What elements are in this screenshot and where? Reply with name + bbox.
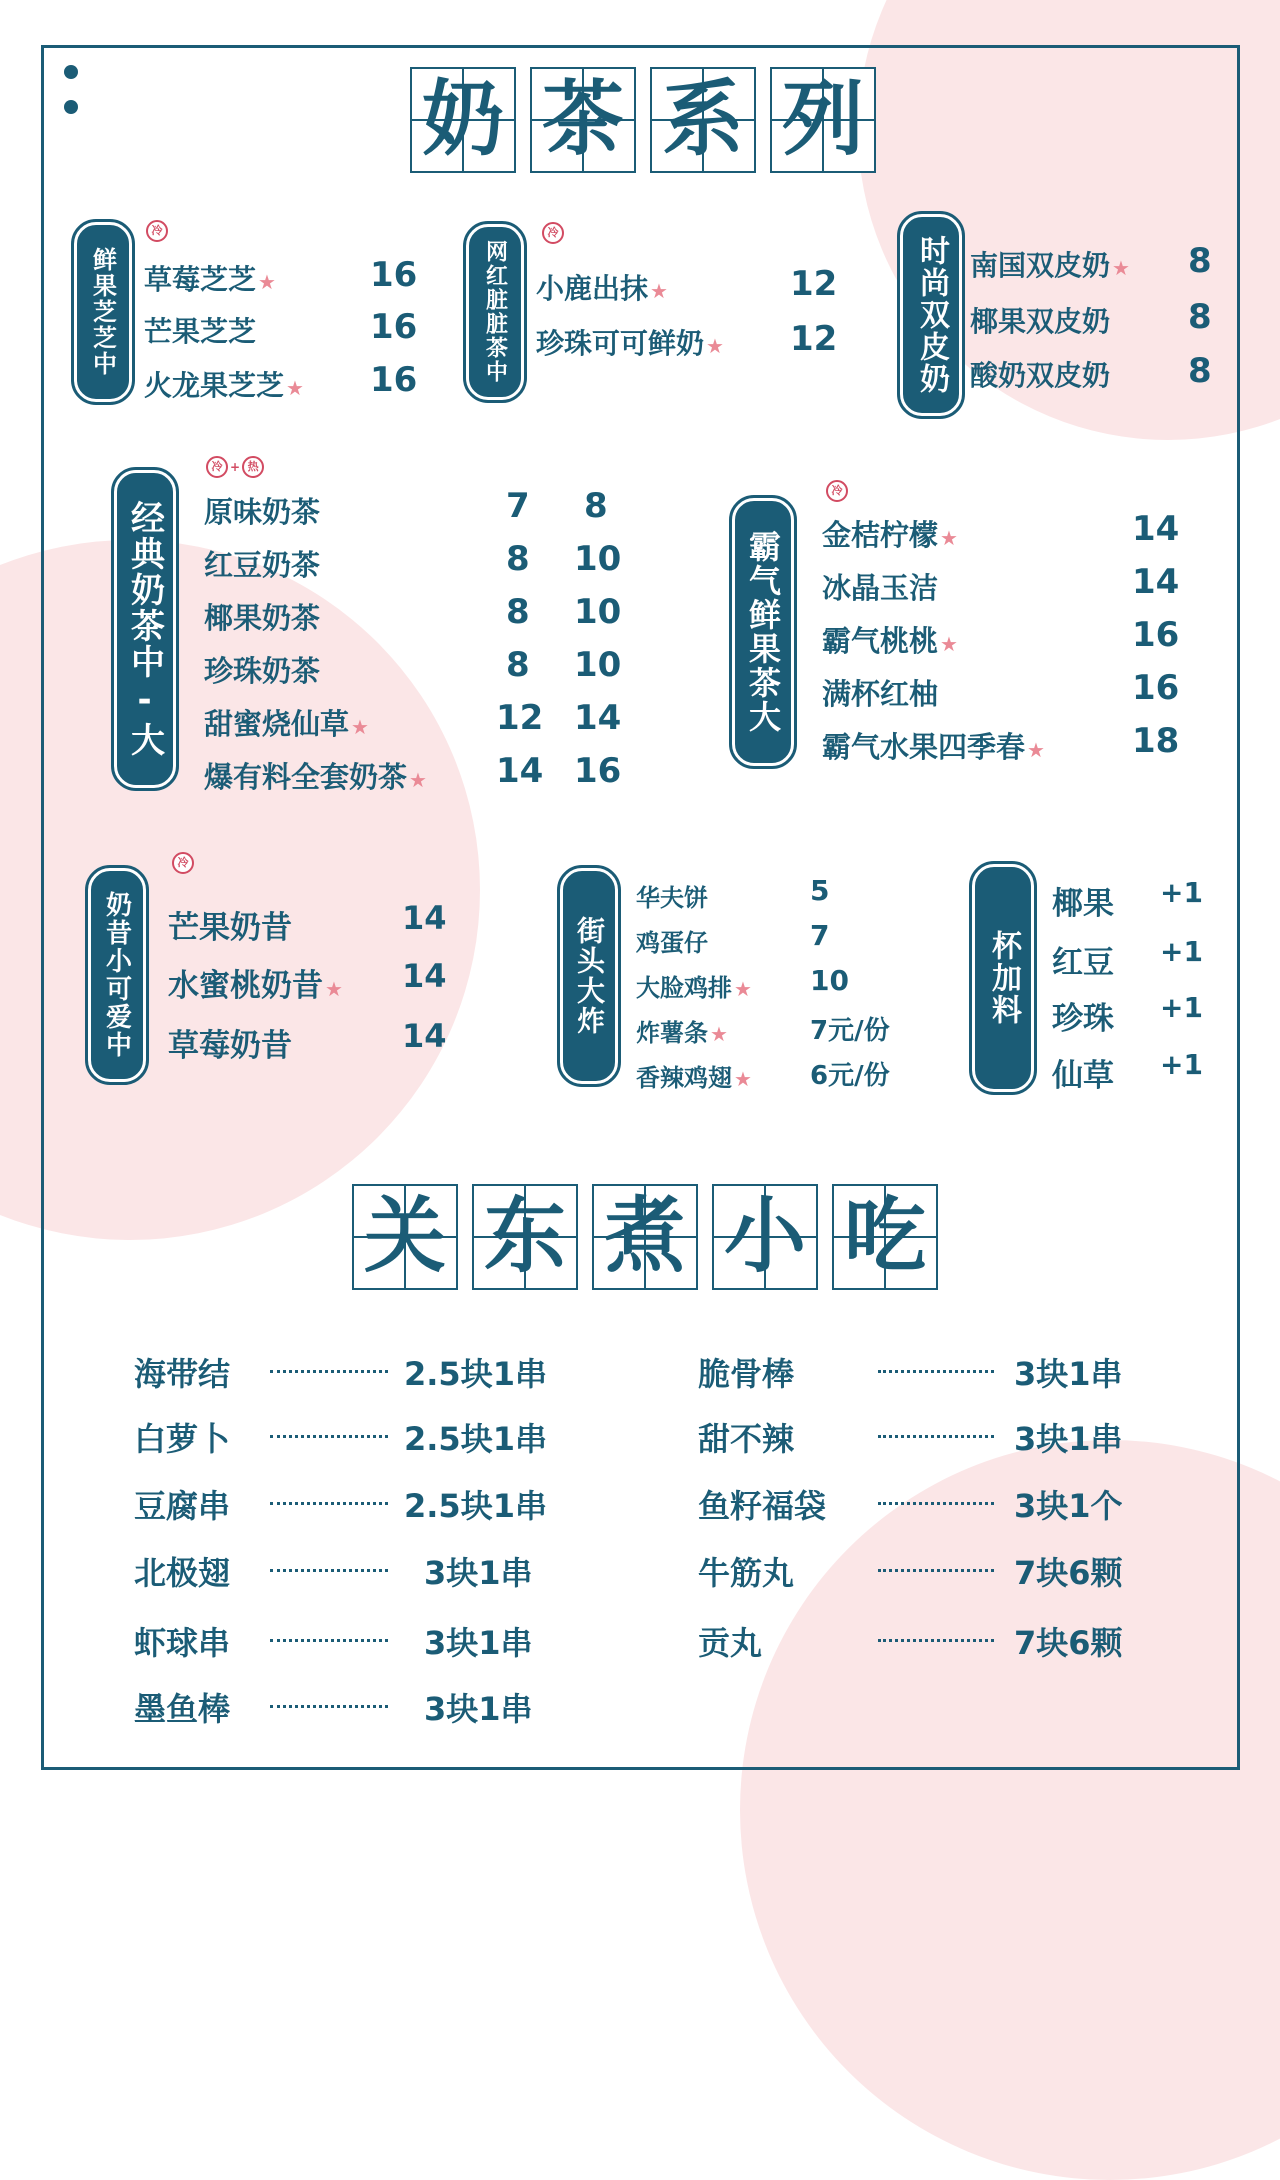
oden-item-name: 贡丸 — [698, 1624, 763, 1662]
oden-item-name: 脆骨棒 — [698, 1355, 795, 1393]
title-char: 列 — [770, 67, 876, 173]
menu-item: 珍珠可可鲜奶 ★ — [536, 327, 724, 360]
title-char: 奶 — [410, 67, 516, 173]
star-icon: ★ — [734, 977, 752, 1001]
menu-item: 芒果奶昔 — [168, 910, 292, 946]
star-icon: ★ — [940, 632, 958, 656]
item-price: 18 — [1132, 721, 1180, 761]
item-price: 5 — [810, 874, 830, 907]
dot-leader — [878, 1435, 994, 1438]
menu-item: 爆有料全套奶茶 ★ — [204, 760, 427, 794]
oden-item-name: 墨鱼棒 — [134, 1690, 231, 1728]
dot-leader — [878, 1502, 994, 1505]
menu-item: 南国双皮奶 ★ — [970, 249, 1130, 282]
oden-item-name: 虾球串 — [134, 1624, 231, 1662]
item-price-large: 8 — [584, 486, 608, 526]
menu-item: 珍珠奶茶 — [204, 654, 321, 688]
title-char: 关 — [352, 1184, 458, 1290]
item-price: +1 — [1160, 991, 1203, 1024]
oden-item-price: 7块6颗 — [1014, 1554, 1123, 1592]
item-price: 6元/份 — [810, 1061, 890, 1091]
item-price: 16 — [370, 360, 418, 400]
item-price: 7元/份 — [810, 1016, 890, 1046]
star-icon: ★ — [325, 977, 343, 1001]
oden-item-price: 3块1个 — [1014, 1487, 1123, 1525]
category-label-fruit-tea: 霸气鲜果茶大 — [732, 498, 794, 766]
dot-leader — [270, 1370, 388, 1373]
item-price: 8 — [1188, 241, 1212, 281]
menu-item: 草莓芝芝 ★ — [144, 263, 276, 296]
item-price-large: 16 — [574, 751, 622, 791]
menu-item: 冰晶玉洁 — [822, 571, 939, 605]
cold-hot-badge: 冷 + 热 — [206, 456, 264, 478]
item-price: 16 — [1132, 668, 1180, 708]
item-price: +1 — [1160, 935, 1203, 968]
item-price: 7 — [810, 919, 830, 952]
dot-leader — [878, 1639, 994, 1642]
item-price: 10 — [810, 964, 849, 997]
item-price: 14 — [402, 957, 447, 995]
dot-leader — [270, 1639, 388, 1642]
milk-tea-title — [410, 67, 876, 173]
dot-leader — [270, 1569, 388, 1572]
item-price-medium: 8 — [506, 592, 530, 632]
item-price-large: 10 — [574, 539, 622, 579]
menu-item: 霸气桃桃 ★ — [822, 624, 958, 658]
star-icon: ★ — [1112, 256, 1130, 280]
menu-item: 火龙果芝芝 ★ — [144, 369, 304, 402]
decor-dot — [64, 100, 78, 114]
item-price: 16 — [370, 255, 418, 295]
title-char: 东 — [472, 1184, 578, 1290]
category-label-classic-milk-tea: 经典奶茶中-大 — [114, 470, 176, 788]
dot-leader — [270, 1705, 388, 1708]
oden-item-name: 豆腐串 — [134, 1487, 231, 1525]
star-icon: ★ — [940, 526, 958, 550]
item-price: 14 — [1132, 509, 1180, 549]
item-price: 8 — [1188, 297, 1212, 337]
star-icon: ★ — [351, 715, 369, 739]
item-price: 12 — [790, 264, 838, 304]
title-char: 吃 — [832, 1184, 938, 1290]
menu-item: 原味奶茶 — [204, 495, 321, 529]
oden-item-name: 鱼籽福袋 — [698, 1487, 827, 1525]
item-price-large: 10 — [574, 592, 622, 632]
menu-item: 香辣鸡翅 ★ — [636, 1064, 752, 1092]
menu-item: 大脸鸡排 ★ — [636, 974, 752, 1002]
oden-item-price: 2.5块1串 — [404, 1487, 547, 1525]
menu-item: 霸气水果四季春 ★ — [822, 730, 1045, 764]
menu-item: 满杯红柚 — [822, 677, 939, 711]
title-char: 小 — [712, 1184, 818, 1290]
star-icon: ★ — [409, 768, 427, 792]
menu-item: 珍珠 — [1052, 1001, 1114, 1037]
item-price: 12 — [790, 319, 838, 359]
star-icon: ★ — [286, 376, 304, 400]
menu-item: 红豆 — [1052, 945, 1114, 981]
oden-item-price: 7块6颗 — [1014, 1624, 1123, 1662]
item-price: 16 — [370, 307, 418, 347]
menu-item: 水蜜桃奶昔 ★ — [168, 968, 343, 1004]
dot-leader — [270, 1502, 388, 1505]
item-price-medium: 7 — [506, 486, 530, 526]
menu-item: 红豆奶茶 — [204, 548, 321, 582]
oden-item-name: 甜不辣 — [698, 1420, 795, 1458]
menu-item: 炸薯条 ★ — [636, 1019, 728, 1047]
menu-item: 椰果双皮奶 — [970, 305, 1111, 338]
category-label-dirty-tea: 网红脏脏茶中 — [466, 224, 524, 400]
menu-item: 酸奶双皮奶 — [970, 359, 1111, 392]
oden-item-price: 2.5块1串 — [404, 1420, 547, 1458]
oden-item-name: 海带结 — [134, 1355, 231, 1393]
menu-item: 小鹿出抹 ★ — [536, 272, 668, 305]
item-price: 8 — [1188, 351, 1212, 391]
decor-dot — [64, 65, 78, 79]
oden-title — [352, 1184, 938, 1290]
oden-item-price: 3块1串 — [424, 1690, 533, 1728]
item-price-large: 14 — [574, 698, 622, 738]
cold-badge: 冷 — [826, 480, 848, 502]
star-icon: ★ — [734, 1067, 752, 1091]
menu-item: 华夫饼 — [636, 884, 708, 912]
item-price: 14 — [1132, 562, 1180, 602]
dot-leader — [878, 1569, 994, 1572]
item-price-medium: 8 — [506, 539, 530, 579]
dot-leader — [270, 1435, 388, 1438]
star-icon: ★ — [258, 270, 276, 294]
item-price: +1 — [1160, 1048, 1203, 1081]
star-icon: ★ — [650, 279, 668, 303]
item-price-large: 10 — [574, 645, 622, 685]
menu-item: 草莓奶昔 — [168, 1028, 292, 1064]
menu-item: 鸡蛋仔 — [636, 929, 708, 957]
menu-item: 椰果 — [1052, 886, 1114, 922]
menu-item: 椰果奶茶 — [204, 601, 321, 635]
cold-badge: 冷 — [146, 220, 168, 242]
item-price-medium: 12 — [496, 698, 544, 738]
item-price: 14 — [402, 899, 447, 937]
item-price-medium: 8 — [506, 645, 530, 685]
title-char: 茶 — [530, 67, 636, 173]
oden-item-name: 牛筋丸 — [698, 1554, 795, 1592]
title-char: 系 — [650, 67, 756, 173]
item-price-medium: 14 — [496, 751, 544, 791]
item-price: +1 — [1160, 876, 1203, 909]
category-label-street-fried: 街头大炸 — [560, 868, 618, 1084]
item-price: 16 — [1132, 615, 1180, 655]
category-label-double-skin-milk: 时尚双皮奶 — [900, 214, 962, 416]
star-icon: ★ — [710, 1022, 728, 1046]
oden-item-price: 2.5块1串 — [404, 1355, 547, 1393]
dot-leader — [878, 1370, 994, 1373]
category-label-milkshake: 奶昔小可爱中 — [88, 868, 146, 1082]
category-label-toppings: 杯加料 — [972, 864, 1034, 1092]
cold-badge: 冷 — [172, 852, 194, 874]
menu-item: 仙草 — [1052, 1058, 1114, 1094]
oden-item-price: 3块1串 — [1014, 1420, 1123, 1458]
star-icon: ★ — [1027, 738, 1045, 762]
title-char: 煮 — [592, 1184, 698, 1290]
oden-item-name: 白萝卜 — [134, 1420, 231, 1458]
item-price: 14 — [402, 1017, 447, 1055]
star-icon: ★ — [706, 334, 724, 358]
oden-item-price: 3块1串 — [424, 1624, 533, 1662]
menu-item: 芒果芝芝 — [144, 315, 257, 348]
oden-item-name: 北极翅 — [134, 1554, 231, 1592]
oden-item-price: 3块1串 — [1014, 1355, 1123, 1393]
category-label-cheese: 鲜果芝芝中 — [74, 222, 132, 402]
menu-item: 金桔柠檬 ★ — [822, 518, 958, 552]
oden-item-price: 3块1串 — [424, 1554, 533, 1592]
cold-badge: 冷 — [542, 222, 564, 244]
menu-item: 甜蜜烧仙草 ★ — [204, 707, 369, 741]
